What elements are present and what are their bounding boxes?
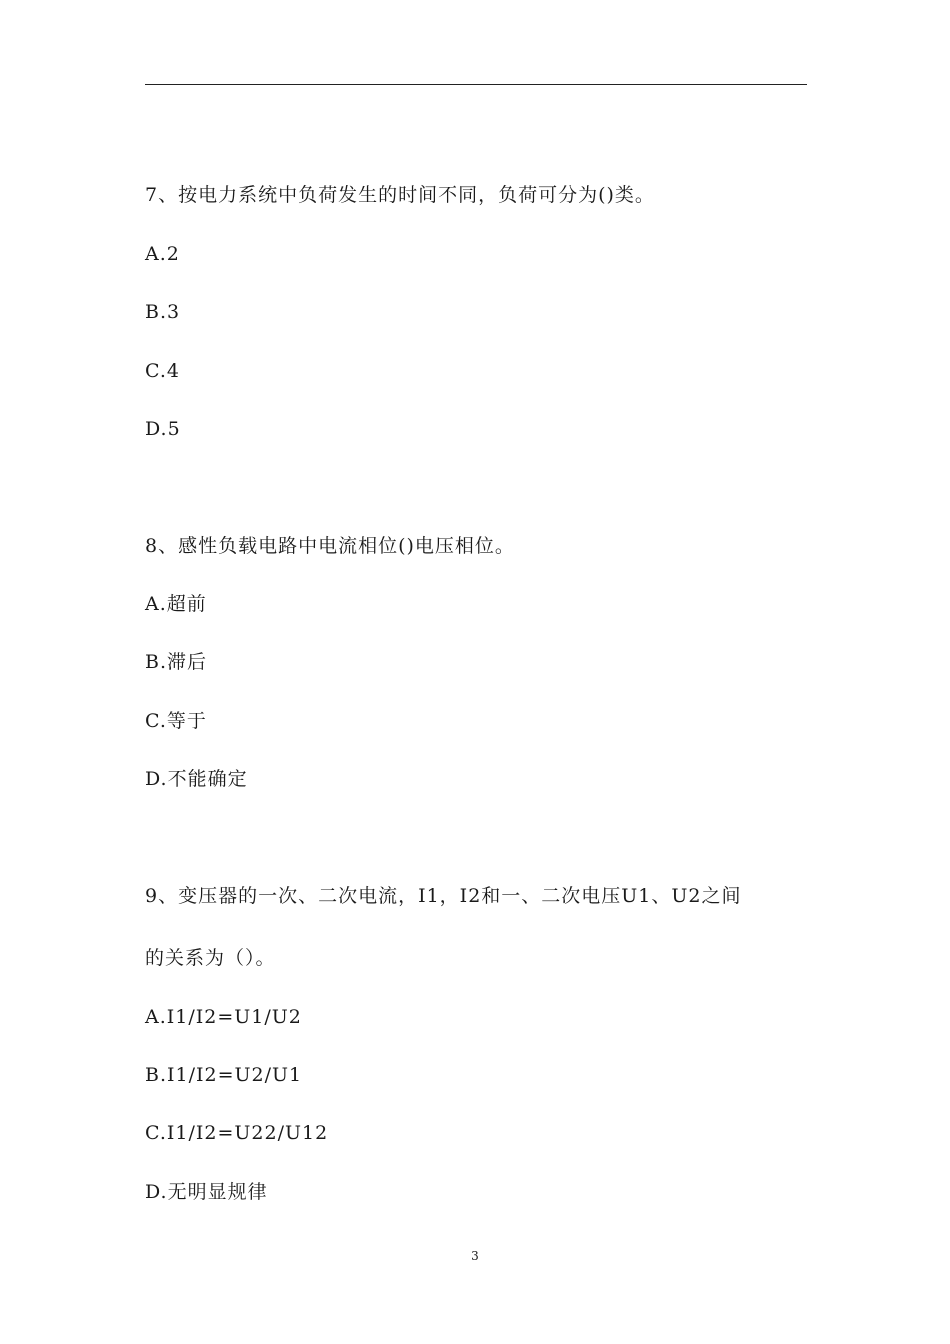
question-7-option-c: C.4	[145, 360, 180, 382]
question-9-option-c: C.I1/I2=U22/U12	[145, 1122, 329, 1144]
question-9-option-b: B.I1/I2=U2/U1	[145, 1064, 303, 1086]
header-rule	[145, 84, 807, 85]
question-7-stem: 7、按电力系统中负荷发生的时间不同，负荷可分为()类。	[145, 184, 655, 206]
question-9-stem-line1: 9、变压器的一次、二次电流，I1，I2和一、二次电压U1、U2之间	[145, 885, 742, 907]
question-8-option-a: A.超前	[145, 593, 207, 615]
question-7-option-a: A.2	[145, 243, 180, 265]
question-7-option-b: B.3	[145, 301, 181, 323]
question-8-option-d: D.不能确定	[145, 768, 248, 790]
question-8-stem: 8、感性负载电路中电流相位()电压相位。	[145, 535, 515, 557]
question-9-option-d: D.无明显规律	[145, 1181, 268, 1203]
question-8-option-c: C.等于	[145, 710, 207, 732]
question-7-option-d: D.5	[145, 418, 181, 440]
question-9-option-a: A.I1/I2=U1/U2	[145, 1006, 302, 1028]
page-number: 3	[471, 1249, 479, 1263]
question-9-stem-line2: 的关系为（）。	[145, 947, 276, 969]
question-8-option-b: B.滞后	[145, 651, 208, 673]
